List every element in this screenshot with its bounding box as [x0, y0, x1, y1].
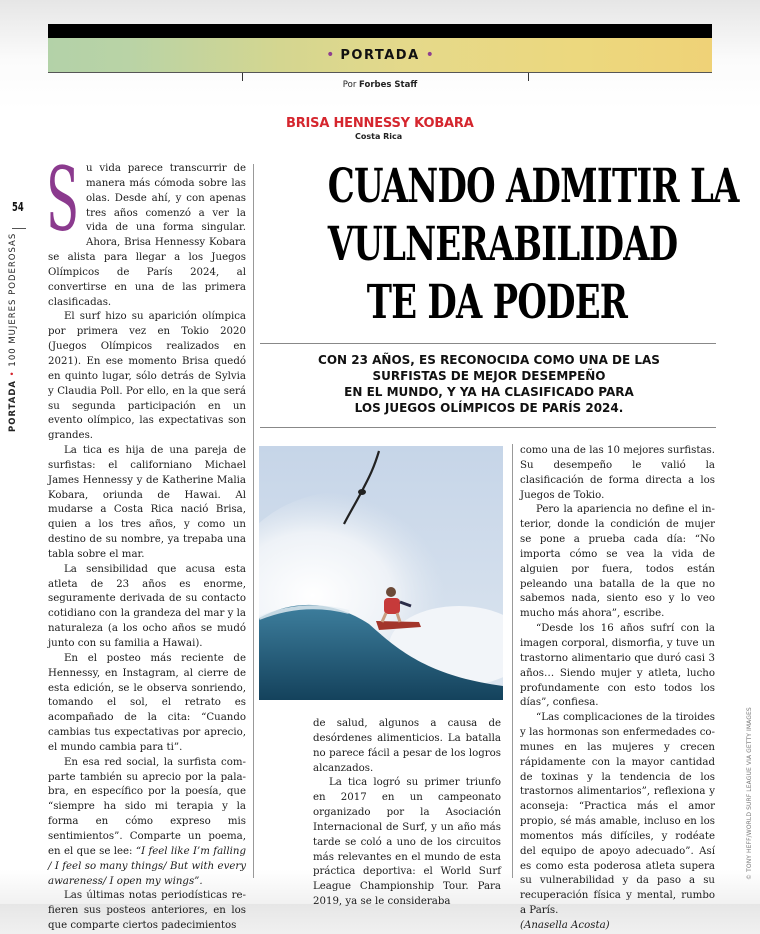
margin-separator: • [8, 370, 18, 377]
margin-section-label [8, 233, 18, 432]
surf-photo [259, 446, 503, 700]
page-number: 54 [12, 200, 24, 214]
paragraph: como una de las 10 mejores surfistas. Su desempeño le valió la clasificación de forma directa a los Juegos de Tokio. [520, 445, 715, 501]
paragraph: El surf hizo su aparición olímpica por primera vez en Tokio 2020 (Juegos Olímpicos realizados en 2021). En ese momento Brisa quedó en quinto lugar, sólo detrás de Sylvia y Claudia Poll. Por ello, en la que será su segunda participación en un evento olímpico, las expectativas son grandes. [48, 311, 246, 442]
bullet-right: • [425, 47, 434, 63]
paragraph [48, 756, 246, 890]
deck [262, 352, 716, 416]
margin-section: PORTADA [8, 380, 18, 432]
byline-prefix: Por [342, 80, 357, 90]
surfer-body [384, 598, 400, 614]
deck-rule-bottom [260, 427, 716, 428]
subject-country: Costa Rica [355, 132, 403, 141]
byline-author: Forbes Staff [359, 80, 418, 90]
bullet-left: • [326, 47, 335, 63]
section-label: PORTADA [340, 47, 420, 63]
deck-line: CON 23 AÑOS, ES RECONOCIDA COMO UNA DE LAS [318, 353, 660, 367]
paragraph: Pero la apariencia no define el interior, donde la condición de mujer se pone a prueba cada día: “No importa cómo se vea la vida de alguien por fuera, todos están peleando una batalla de la que no sabemos nada, siento eso y lo veo mucho más ahora”, escribe. [520, 504, 715, 620]
paragraph: La tica logró su primer triunfo en 2017 en un campeonato organizado por la Asociación Internacional de Surf, y un año más tarde se coló a uno de los circuitos más relevantes en el mundo de esta práctica deportiva: el World Surf League Championship Tour. Para 2019, ya se le consideraba [313, 777, 501, 908]
headline-line: TE DA PODER [366, 275, 628, 330]
paragraph: Las últimas notas periodísticas refieren sus posteos anteriores, en los que comparte ciertos padecimientos [48, 890, 246, 932]
article-column-1 [46, 148, 247, 934]
headline-line: VULNERABILIDAD [327, 217, 678, 272]
surf-photo-illustration [259, 446, 503, 700]
top-black-bar [48, 24, 712, 38]
drop-cap: S [46, 148, 80, 251]
signature-text: (Anasella Acosta) [520, 920, 610, 931]
paragraph: “Las complicaciones de la tiroides y las hormonas son enfermedades comunes en las mujeres y crecen rápidamente con la mayor cantidad de toxinas y la tendencia de los trastornos alimentarios”, reflexiona y aconseja: “Practica más el amor propio, sé más amable, incluso en los momentos más difíciles, y rodéate del equipo de apoyo adecuado”. Así es como esta poderosa atleta supera su vulnerabilidad y da paso a su recuperación física y mental, rumbo a París. [520, 712, 715, 917]
author-signature [520, 919, 715, 934]
deck-line: SURFISTAS DE MEJOR DESEMPEÑO [372, 369, 606, 383]
paragraph: “Desde los 16 años sufrí con la imagen corporal, dismorfia, y tuve un trastorno alimentario que duró casi 3 años… Siendo mujer y atleta, lucho profundamente con esto todos los días”, confiesa. [520, 623, 715, 709]
subject-name: BRISA HENNESSY KOBARA [286, 116, 474, 131]
headline [327, 158, 739, 332]
margin-divider [12, 228, 26, 229]
headline-line: CUANDO ADMITIR LA [327, 159, 739, 214]
margin-series: 100 MUJERES PODEROSAS [8, 232, 18, 367]
column-divider-left [253, 164, 254, 878]
paragraph-text: En esa red social, la surfista comparte también su aprecio por la palabra, en específico por la poesía, que “siempre ha sido mi terapia y la forma en cómo expreso mis sentimientos”. Comparte un poema, en el que se lee: [48, 756, 246, 857]
bird [358, 489, 366, 495]
deck-rule-top [260, 343, 716, 344]
column-divider-right [512, 444, 513, 878]
deck-line: EN EL MUNDO, Y YA HA CLASIFICADO PARA [344, 385, 634, 399]
deck-line: LOS JUEGOS OLÍMPICOS DE PARÍS 2024. [354, 401, 624, 415]
paragraph: En el posteo más reciente de Hennessy, en Instagram, al cierre de esta edición, se le observa sonriendo, tomando el sol, el retrato es acompañado de la cita: “Cuando cambias tus expectativas por aprecio, el mundo cambia para ti”. [48, 652, 246, 753]
paragraph [46, 148, 246, 310]
paragraph: La sensibilidad que acusa esta atleta de 23 años es enorme, seguramente derivada de su contacto cotidiano con la grandeza del mar y la naturaleza (a los ocho años se mudó junto con su familia a Hawai). [48, 563, 246, 649]
article-column-3 [520, 444, 715, 934]
paragraph: La tica es hija de una pareja de surfistas: el californiano Michael James Hennessy y de Katherine Malia Kobara, oriunda de Hawai. Al mudarse a Costa Rica nació Brisa, quien a los tres años, y como un destino de su nombre, ya trepaba una tabla sobre el mar. [48, 445, 246, 560]
byline [0, 80, 760, 90]
section-banner [48, 38, 712, 73]
surfer-head [386, 587, 396, 597]
poem-quote: “I feel like I’m falling / I feel so many things/ But with every awareness/ I open my wings”. [48, 845, 247, 887]
paragraph: de salud, algunos a causa de desórdenes alimenticios. La batalla no parece fácil a pesar de los logros alcanzados. [313, 718, 501, 774]
article-column-2 [313, 717, 501, 910]
paragraph-text: u vida parece transcurrir de manera más cómoda sobre las olas. Desde ahí, y con apenas tres años comenzó a ver la vida de una forma singular. Ahora, Brisa Hennessy Kobara se alista para llegar a los Juegos Olímpicos de París 2024, al convertirse en una de las primera clasificadas. [48, 163, 246, 308]
photo-credit: © TONY HEFF/WORLD SURF LEAGUE VIA GETTY IMAGES [746, 707, 753, 880]
